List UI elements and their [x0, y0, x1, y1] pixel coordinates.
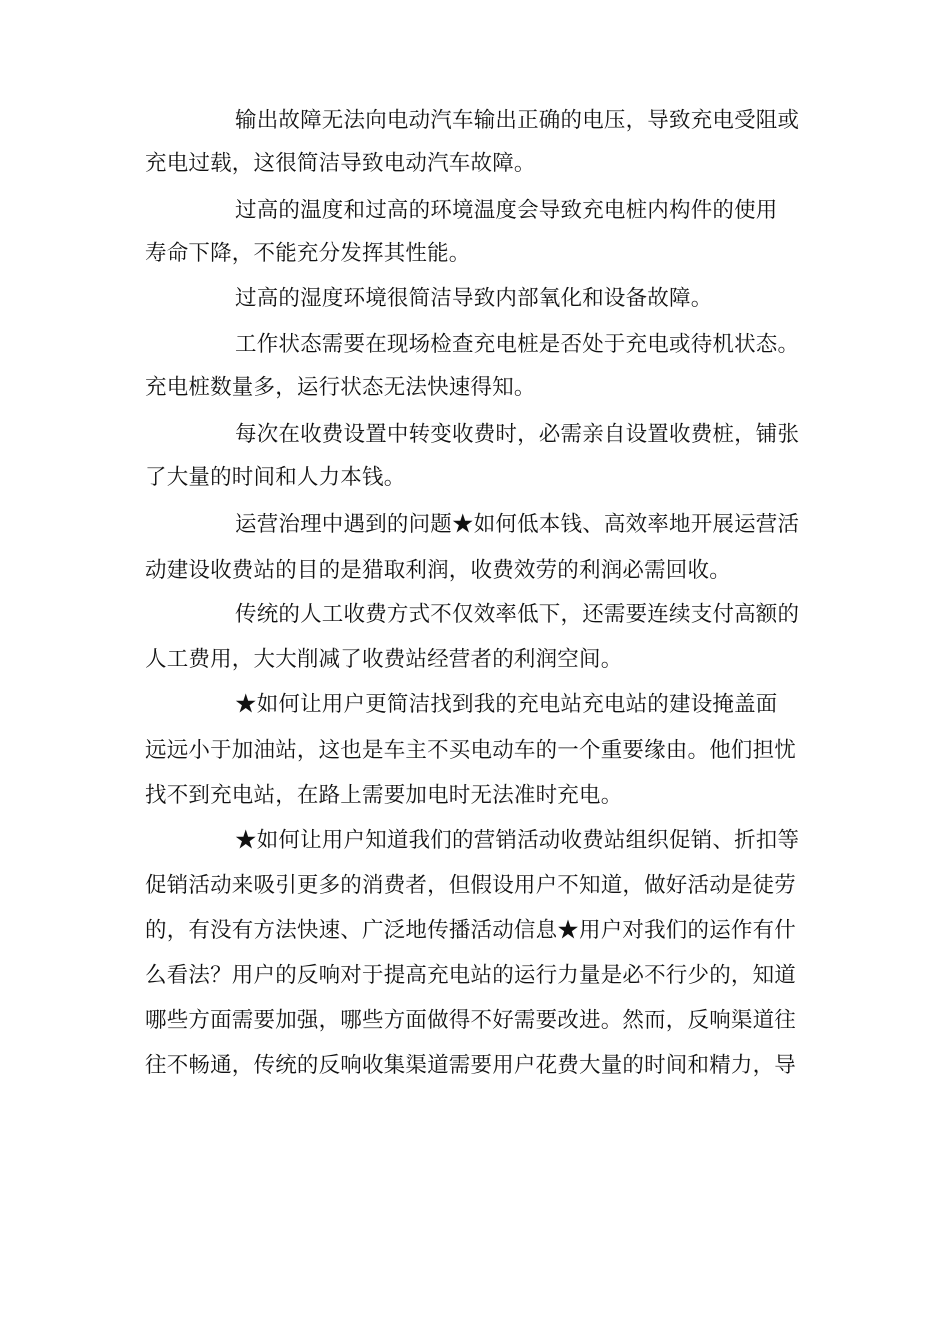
text-line: 每次在收费设置中转变收费时，必需亲自设置收费桩，铺张	[235, 422, 800, 447]
text-line: ★如何让用户知道我们的营销活动收费站组织促销、折扣等	[235, 828, 800, 853]
text-line: 运营治理中遇到的问题★如何低本钱、高效率地开展运营活	[235, 512, 800, 537]
text-line: 过高的湿度环境很简洁导致内部氧化和设备故障。	[235, 286, 713, 311]
text-line: 往不畅通，传统的反响收集渠道需要用户花费大量的时间和精力，导	[145, 1053, 797, 1078]
text-line: 找不到充电站，在路上需要加电时无法准时充电。	[145, 783, 623, 808]
text-line: 动建设收费站的目的是猎取利润，收费效劳的利润必需回收。	[145, 558, 731, 583]
text-line: 充电桩数量多，运行状态无法快速得知。	[145, 375, 536, 400]
text-line: 工作状态需要在现场检查充电桩是否处于充电或待机状态。	[235, 332, 800, 357]
text-line: 人工费用，大大削减了收费站经营者的利润空间。	[145, 647, 623, 672]
text-line: 寿命下降，不能充分发挥其性能。	[145, 241, 471, 266]
text-line: 输出故障无法向电动汽车输出正确的电压，导致充电受阻或	[235, 108, 800, 133]
text-line: 么看法？用户的反响对于提高充电站的运行力量是必不行少的，知道	[145, 963, 797, 988]
text-line: 促销活动来吸引更多的消费者，但假设用户不知道，做好活动是徒劳	[145, 873, 797, 898]
text-line: 远远小于加油站，这也是车主不买电动车的一个重要缘由。他们担忧	[145, 738, 797, 763]
text-line: 充电过载，这很简洁导致电动汽车故障。	[145, 151, 536, 176]
text-line: 传统的人工收费方式不仅效率低下，还需要连续支付高额的	[235, 602, 800, 627]
text-line: 的，有没有方法快速、广泛地传播活动信息★用户对我们的运作有什	[145, 918, 797, 943]
text-line: 了大量的时间和人力本钱。	[145, 465, 406, 490]
text-line: ★如何让用户更简洁找到我的充电站充电站的建设掩盖面	[235, 692, 778, 717]
text-line: 哪些方面需要加强，哪些方面做得不好需要改进。然而，反响渠道往	[145, 1008, 797, 1033]
text-line: 过高的温度和过高的环境温度会导致充电桩内构件的使用	[235, 198, 778, 223]
